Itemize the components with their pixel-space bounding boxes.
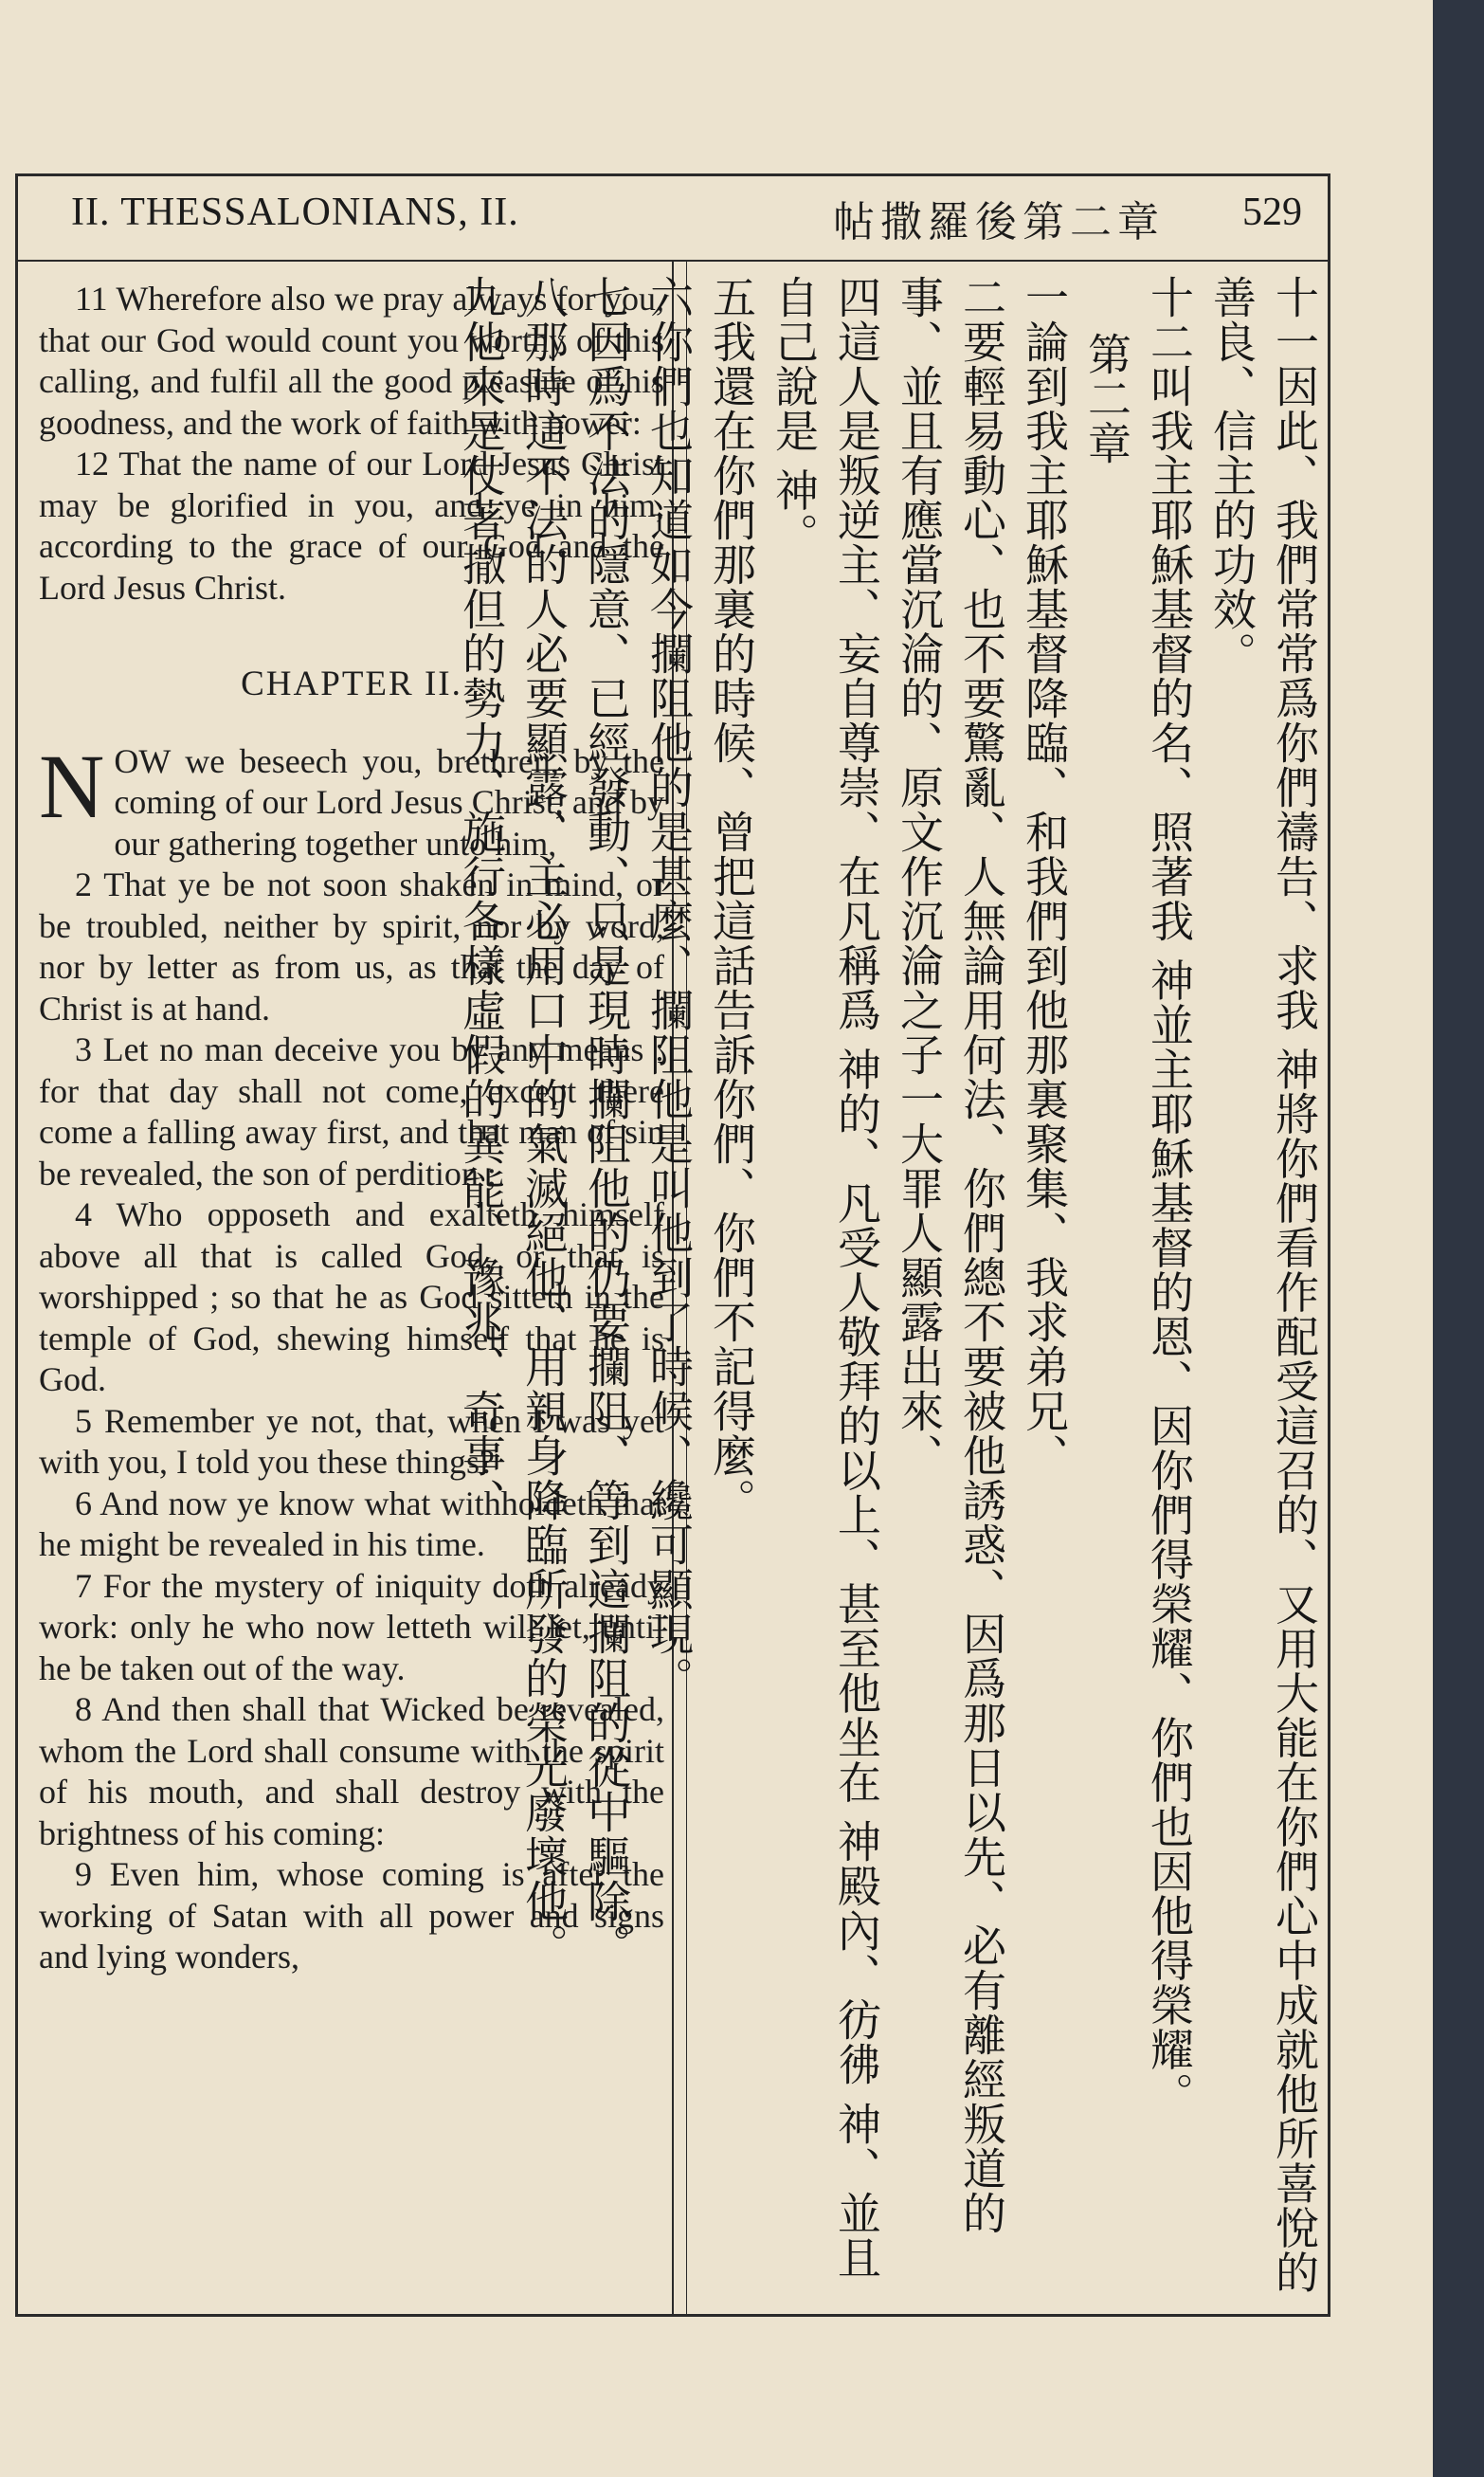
drop-cap: N [39, 735, 105, 837]
verse-6-english: 6 And now ye know what withholdeth that he might be revealed in his time. [39, 1484, 664, 1563]
verse-12-english: 12 That the name of our Lord Jesus Christ may be glorified in you, and ye in him, according to the grace of our God and the Lord Jesus Christ. [39, 445, 664, 607]
verse-11-chinese: 十一因此、我們常常爲你們禱告、求我 神將你們看作配受這召的、又用大能在你們心中成就他所喜悅的善良、信主的功效。 [1206, 275, 1320, 2295]
verse-8-chinese: 八那時這不法的人必要顯露、主必用口中的氣滅絕他、用親身降臨所發的榮光廢壞他。 [518, 275, 570, 1968]
verse-8-english: 8 And then shall that Wicked be revealed, whom the Lord shall consume with the spirit of his mouth, and shall destroy with the brightness of his coming: [39, 1690, 664, 1852]
verse-1-text: OW we beseech you, brethren, by the coming of our Lord Jesus Christ, and by our gathering together unto him, [114, 741, 664, 863]
chinese-column [456, 275, 1326, 2304]
chapter-heading-chinese: 第二章 [1081, 332, 1132, 465]
running-header-chinese: 帖撒羅後第二章 [833, 198, 1165, 246]
verse-5-english: 5 Remember ye not, that, when I was yet with you, I told you these things? [39, 1401, 664, 1481]
verse-4-chinese: 四這人是叛逆主、妄自尊崇、在凡稱爲 神的、凡受人敬拜的以上、甚至他坐在 神殿內、彷彿 神、並且自己說是 神。 [769, 275, 882, 2280]
verse-7-chinese: 七因爲不法的隱意、已經發動、只是現時攔阻他的仍要攔阻、等到這攔阻的從中驅除。 [581, 275, 632, 1968]
verse-2-chinese: 二要輕易動心、也不要驚亂、人無論用何法、你們總不要被他誘惑、因爲那日以先、必有離經叛道的事、並且有應當沉淪的、原文作沉淪之子一大罪人顯露出來、 [894, 275, 1007, 2235]
chapter-heading-english: CHAPTER II. [241, 665, 462, 703]
verse-4-english: 4 Who opposeth and exalteth himself above all that is called God, or that is worshipped ; so that he as God sitteth in the temple of God, shewing himself that he is God. [39, 1195, 664, 1398]
verse-11-english: 11 Wherefore also we pray always for you, that our God would count you worthy of this calling, and fulfil all the good pleasure of his goodness, and the work of faith with power: [39, 280, 664, 442]
verse-6-chinese: 六你們也知道如今攔阻他的是甚麼、攔阻他是叫他到了時候、纔可顯現。 [643, 275, 695, 1701]
verse-7-english: 7 For the mystery of iniquity doth already work: only he who now letteth will let, until he be taken out of the way. [39, 1566, 664, 1687]
verse-3-english: 3 Let no man deceive you by any means : for that day shall not come, except there come a falling away first, and that man of sin be revealed, the son of perdition ; [39, 1030, 664, 1193]
verse-1-chinese: 一論到我主耶穌基督降臨、和我們到他那裏聚集、我求弟兄、 [1019, 275, 1070, 1478]
page-frame [15, 173, 1330, 2317]
running-header-english: II. THESSALONIANS, II. [71, 191, 519, 234]
verse-5-chinese: 五我還在你們那裏的時候、曾把這話告訴你們、你們不記得麼。 [706, 275, 757, 1522]
verse-9-english: 9 Even him, whose coming is after the working of Satan with all power and signs and lying wonders, [39, 1855, 664, 1976]
verse-2-english: 2 That ye be not soon shaken in mind, or be troubled, neither by spirit, nor by word, nor by letter as from us, as that the day of Christ is at hand. [39, 865, 664, 1028]
verse-9-chinese: 九他來是仗著撒但的勢力、施行各樣虛假的異能、豫兆、奇事、 [456, 275, 507, 1522]
page-number: 529 [1242, 191, 1302, 234]
verse-12-chinese: 十二叫我主耶穌基督的名、照著我 神並主耶穌基督的恩、因你們得榮耀、你們也因他得榮耀。 [1144, 275, 1195, 2117]
